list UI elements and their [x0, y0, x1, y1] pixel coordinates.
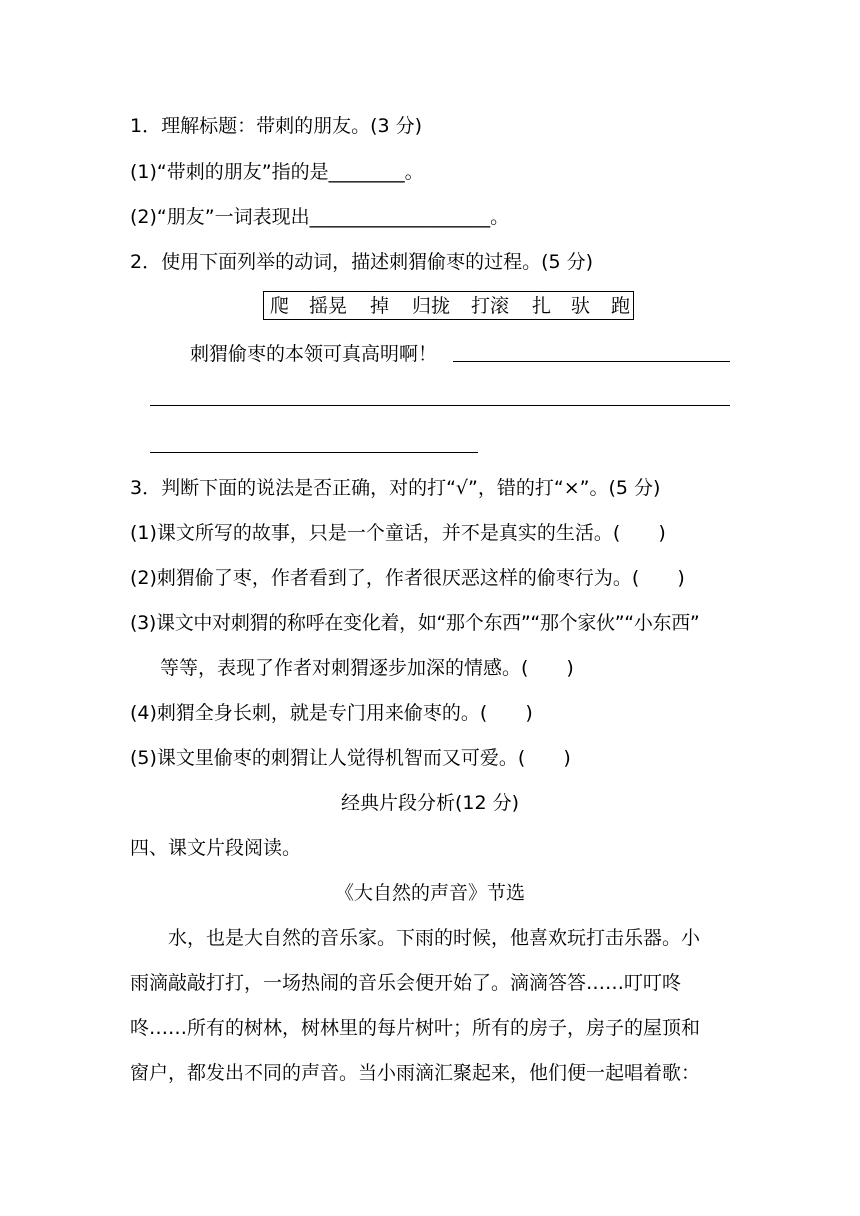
- verb-item: 驮: [571, 295, 591, 317]
- question-3-item-1: (1)课文所写的故事，只是一个童话，并不是真实的生活。( ): [130, 522, 666, 544]
- excerpt-paragraph-line: 窗户，都发出不同的声音。当小雨滴汇聚起来，他们便一起唱着歌：: [130, 1062, 701, 1084]
- question-1-title: 1．理解标题：带刺的朋友。(3 分): [130, 115, 423, 137]
- answer-line: [150, 452, 478, 453]
- excerpt-paragraph-line: 水，也是大自然的音乐家。下雨的时候，他喜欢玩打击乐器。小: [130, 927, 701, 949]
- question-3-item-4: (4)刺猬全身长刺，就是专门用来偷枣的。( ): [130, 702, 533, 724]
- question-1-part-1: (1)“带刺的朋友”指的是________。: [130, 161, 424, 183]
- section-heading: 经典片段分析(12 分): [340, 792, 520, 814]
- question-3-title: 3．判断下面的说法是否正确，对的打“√”，错的打“×”。(5 分): [130, 477, 661, 499]
- verb-list-box: [263, 291, 634, 320]
- verb-item: 掉: [370, 295, 390, 317]
- answer-line: [453, 361, 730, 362]
- verb-item: 摇晃: [309, 295, 348, 317]
- excerpt-paragraph-line: 雨滴敲敲打打，一场热闹的音乐会便开始了。滴滴答答……叮叮咚: [130, 972, 682, 994]
- question-3-item-3-continued: 等等，表现了作者对刺猬逐步加深的情感。( ): [160, 657, 574, 679]
- question-2-prompt: 刺猬偷枣的本领可真高明啊！: [190, 343, 438, 365]
- verb-item: 打滚: [471, 295, 510, 317]
- excerpt-paragraph-line: 咚……所有的树林，树林里的每片树叶；所有的房子，房子的屋顶和: [130, 1017, 701, 1039]
- question-3-item-3: (3)课文中对刺猬的称呼在变化着，如“那个东西”“那个家伙”“小东西”: [130, 612, 700, 634]
- question-3-item-2: (2)刺猬偷了枣，作者看到了，作者很厌恶这样的偷枣行为。( ): [130, 567, 685, 589]
- question-3-item-5: (5)课文里偷枣的刺猬让人觉得机智而又可爱。( ): [130, 747, 571, 769]
- part-4-heading: 四、课文片段阅读。: [130, 837, 302, 859]
- verb-item: 爬: [270, 295, 290, 317]
- answer-line: [150, 405, 730, 406]
- excerpt-title: 《大自然的声音》节选: [334, 882, 525, 904]
- verb-item: 扎: [532, 295, 552, 317]
- question-1-part-2: (2)“朋友”一词表现出___________________。: [130, 206, 510, 228]
- verb-item: 归拢: [412, 295, 451, 317]
- verb-item: 跑: [611, 295, 631, 317]
- question-2-title: 2．使用下面列举的动词，描述刺猬偷枣的过程。(5 分): [130, 251, 594, 273]
